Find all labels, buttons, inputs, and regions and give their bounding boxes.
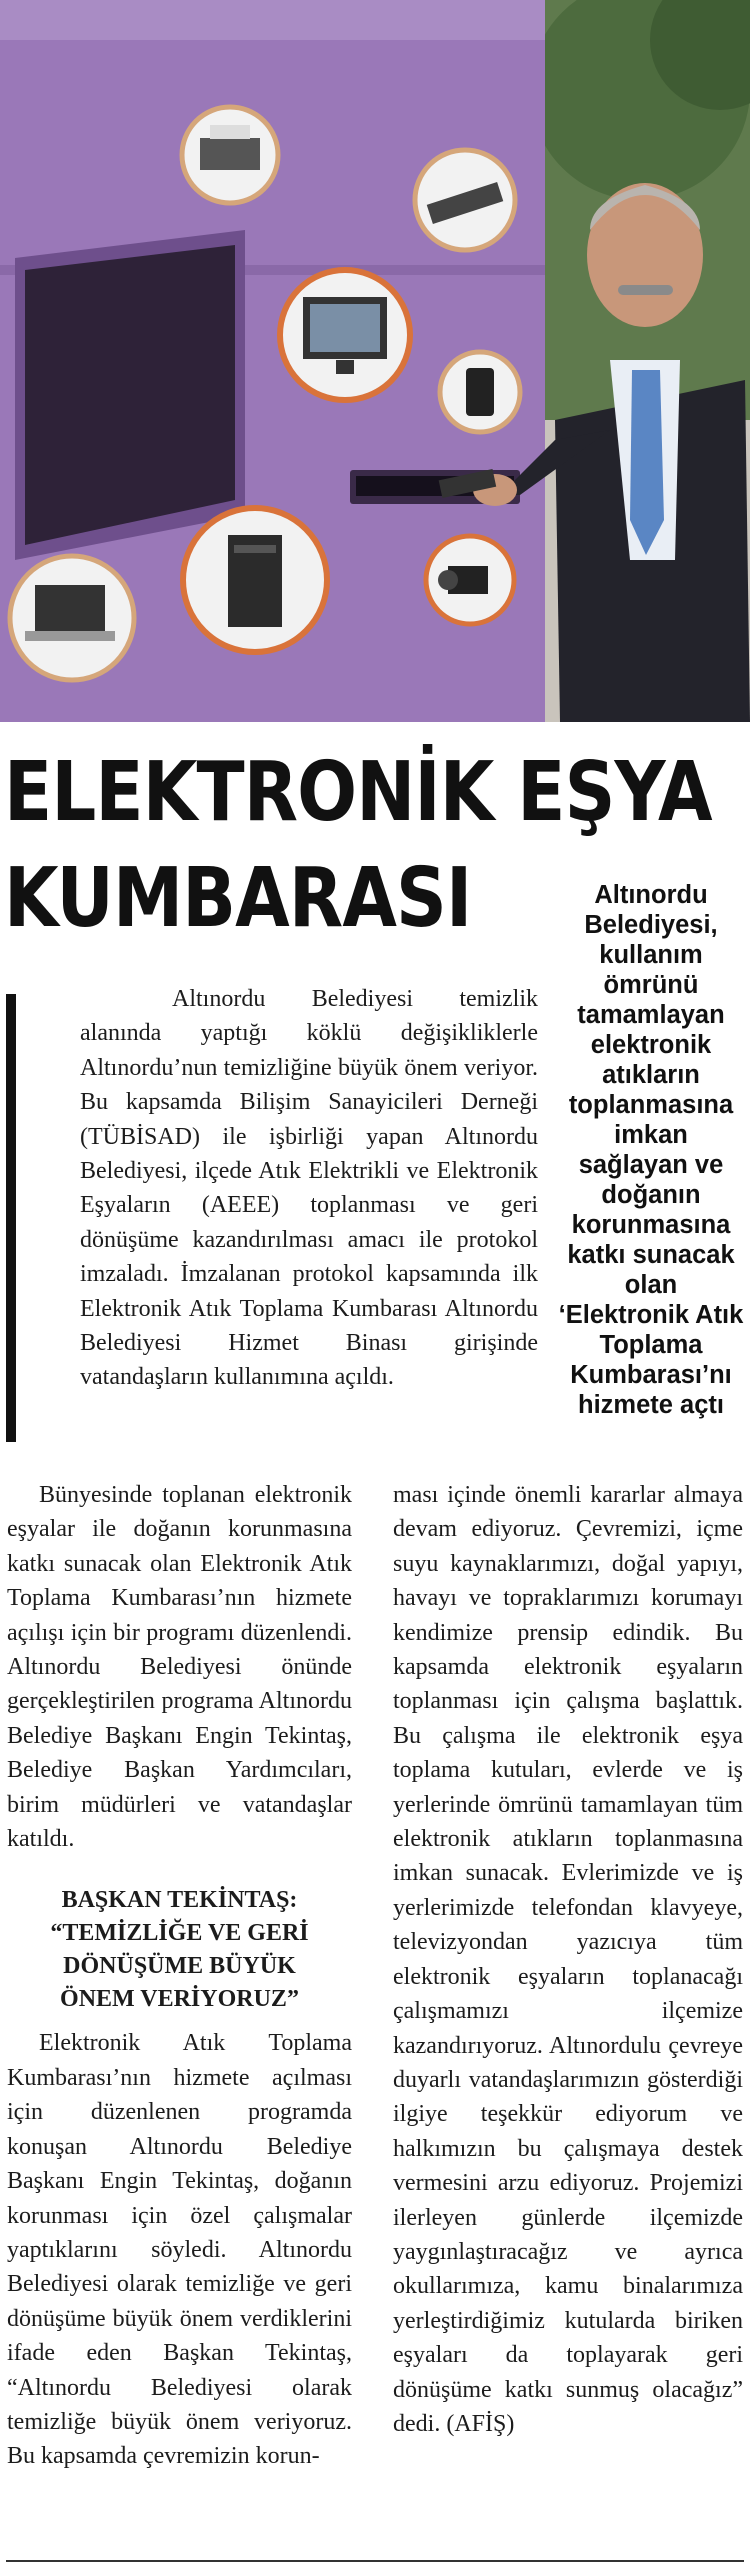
photo-illustration bbox=[0, 0, 750, 722]
headline-line1: ELEKTRONİK EŞYA bbox=[4, 745, 712, 840]
subheading-line2: “TEMİZLİĞE VE GERİ bbox=[50, 1920, 309, 1947]
camera-icon bbox=[426, 536, 514, 624]
right-paragraph-1: ması içinde önemli kararlar almaya devam ediyoruz. Çevremizi, içme suyu kaynaklarımızı, doğal yapıyı, havayı ve topraklarımızı korumayı kendimize prensip edindik. Bu kapsamda elektronik eşyaların toplanması için çalışma başlattık. Bu çalışma ile elektronik eşya toplama kutuları, evlerde ve iş yerlerinde ömrünü tamamlayan tüm elektronik atıkların toplanmasına imkan sunacak. Evlerimizde ve iş yerlerimizde telefondan klavyeye, televizyondan yazıcıya tüm elektronik eşyaların toplanacağı çalışmamızı ilçemize kazandırıyoruz. Altınordulu çevreye duyarlı vatandaşlarımızın gösterdiği ilgiye teşekkür ediyorum ve halkımızın bu çalışmaya destek vermesini arzu ediyoruz. Projemizi ilerleyen günlerde ilçemizde yaygınlaştıracağız ve ayrıca okullarımıza, kamu binalarımıza yerleştirdiğimiz kutularda biriken eşyaları da toplayarak geri dönüşüme katkı sunmuş olacağız” dedi. (AFİŞ) bbox=[393, 1482, 743, 2437]
keyboard-icon bbox=[415, 150, 515, 250]
deck-summary: Altınordu Belediyesi, kullanım ömrünü tamamlayan elektronik atıkların toplanmasına imkan sağlayan ve doğanın korunmasına katkı sunacak olan ‘Elektronik Atık Toplama Kumbarası’nı hizmete açtı bbox=[558, 881, 744, 1419]
subheading-line1: BAŞKAN TEKİNTAŞ: bbox=[61, 1887, 298, 1914]
phone-icon bbox=[440, 352, 520, 432]
subheading-line4: ÖNEM VERİYORUZ” bbox=[60, 1986, 299, 2013]
intro-paragraph: Altınordu Belediyesi temizlik alanında yaptığı köklü değişikliklerle Altınordu’nun temizliğine büyük önem veriyor. Bu kapsamda Bilişim Sanayicileri Derneği (TÜBİSAD) ile işbirliği yapan Altınordu Belediyesi, ilçede Atık Elektrikli ve Elektronik Eşyaların (AEEE) toplanması ve geri dönüşüme kazandırılması amacı ile protokol imzaladı. İmzalanan protokol kapsamında ilk Elektronik Atık Toplama Kumbarası Altınordu Belediyesi Hizmet Binası girişinde vatandaşların kullanımına açıldı. bbox=[80, 986, 538, 1391]
bottom-rule bbox=[6, 2560, 744, 2562]
headline bbox=[4, 740, 712, 952]
right-column bbox=[393, 1478, 743, 2441]
left-column bbox=[7, 1478, 352, 2474]
subheading bbox=[7, 1884, 352, 2016]
left-paragraph-2: Elektronik Atık Toplama Kumbarası’nın hizmete açılması için düzenlenen programda konuşan Altınordu Belediye Başkanı Engin Tekintaş, doğanın korunması için özel çalışmalar yaptıklarını söyledi. Altınordu Belediyesi olarak temizliğe ve geri dönüşüme büyük önem verdiklerini ifade eden Başkan Tekintaş, “Altınordu Belediyesi olarak temizliğe büyük önem veriyoruz. Bu kapsamda çevremizin korun- bbox=[7, 2030, 352, 2470]
left-paragraph-1: Bünyesinde toplanan elektronik eşyalar ile doğanın korunmasına katkı sunacak olan Elektronik Atık Toplama Kumbarası’nın hizmete açılışı için bir programı düzenlendi. Altınordu Belediyesi önünde gerçekleştirilen programa Altınordu Belediye Başkanı Engin Tekintaş, Belediye Başkan Yardımcıları, birim müdürleri ve vatandaşlar katıldı. bbox=[7, 1482, 352, 1853]
computer-tower-icon bbox=[183, 508, 327, 652]
laptop-icon bbox=[10, 556, 134, 680]
headline-line2: KUMBARASI bbox=[4, 851, 472, 946]
subheading-line3: DÖNÜŞÜME BÜYÜK bbox=[63, 1953, 296, 1980]
monitor-icon bbox=[280, 270, 410, 400]
intro-bar bbox=[6, 994, 16, 1442]
printer-icon bbox=[182, 107, 278, 203]
news-photo bbox=[0, 0, 750, 722]
